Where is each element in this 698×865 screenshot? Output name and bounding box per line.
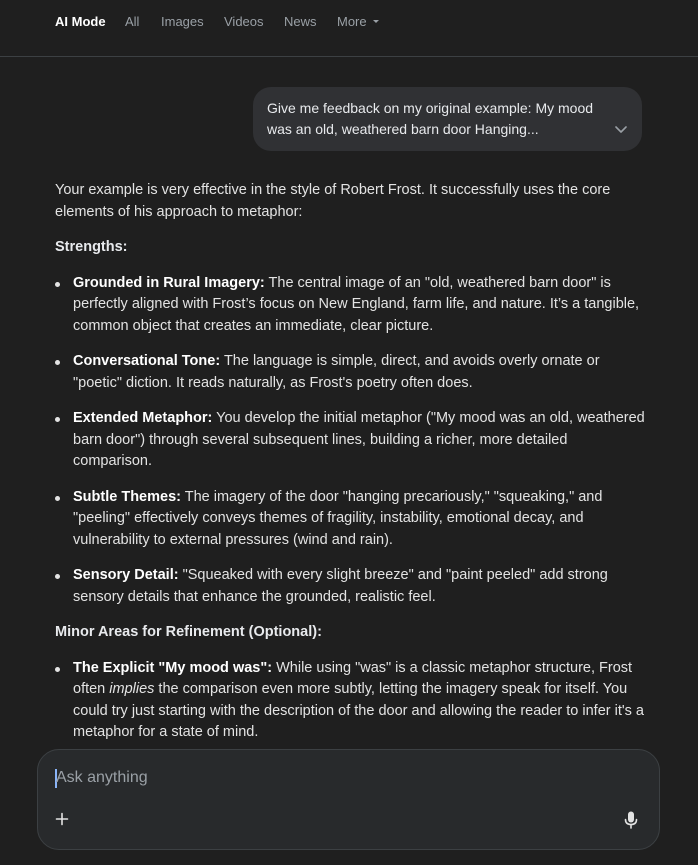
list-item-title: The Explicit "My mood was": (73, 659, 273, 676)
tab-images[interactable]: Images (161, 14, 204, 29)
list-item-title: Grounded in Rural Imagery: (73, 274, 265, 291)
microphone-icon[interactable] (624, 811, 638, 829)
tab-videos[interactable]: Videos (224, 14, 264, 29)
tab-ai-mode[interactable]: AI Mode (55, 14, 106, 29)
caret-down-icon (373, 20, 379, 23)
refinement-list (55, 658, 645, 744)
chevron-down-icon[interactable] (614, 125, 628, 135)
list-item-body: "Squeaked with every slight breeze" and "paint peeled" add strong sensory details that enhance the grounded, realistic feel. (73, 567, 608, 605)
tab-more-label: More (337, 14, 367, 29)
top-nav (0, 0, 698, 57)
list-item-title: Subtle Themes: (73, 488, 181, 505)
user-query-bubble[interactable] (253, 87, 642, 151)
list-item-body: The language is simple, direct, and avoids overly ornate or "poetic" diction. It reads naturally, as Frost's poetry often does. (73, 353, 600, 391)
list-item-title: Conversational Tone: (73, 353, 221, 369)
list-item-body: The central image of an "old, weathered barn door" is perfectly aligned with Frost’s focus on New England, farm life, and nature. It’s a tangible, common object that creates an immediate, clear picture. (73, 274, 640, 334)
tab-all[interactable]: All (125, 14, 140, 29)
list-item-body: You develop the initial metaphor ("My mood was an old, weathered barn door") through several subsequent lines, building a richer, more detailed comparison. (73, 410, 645, 469)
list-item-body-cont: the comparison even more subtly, letting the imagery speak for itself. You could try just starting with the description of the door and allowing the reader to infer it's a metaphor for a state of mind. (73, 681, 644, 740)
emphasis-text: implies (109, 681, 155, 697)
list-item-body: The imagery of the door "hanging precariously," "squeaking," and "peeling" effectively conveys themes of fragility, instability, emotional decay, and vulnerability to external pressures (wind and rain). (73, 488, 603, 548)
list-item (55, 658, 645, 744)
strengths-heading: Strengths: (55, 239, 128, 255)
plus-icon[interactable] (55, 812, 69, 826)
user-query-text: Give me feedback on my original example: My mood was an old, weathered barn door Hanging... (267, 100, 594, 137)
answer-intro: Your example is very effective in the style of Robert Frost. It successfully uses the core elements of his approach to metaphor: (55, 182, 611, 220)
list-item (55, 273, 645, 338)
strengths-list (55, 273, 645, 609)
ask-input-placeholder[interactable]: Ask anything (56, 769, 148, 786)
list-item (55, 351, 645, 394)
list-item (55, 408, 645, 473)
list-item (55, 487, 645, 552)
list-item (55, 565, 645, 608)
tab-news[interactable]: News (284, 14, 317, 29)
ai-answer (55, 180, 645, 758)
refinement-heading: Minor Areas for Refinement (Optional): (55, 624, 322, 640)
list-item-title: Extended Metaphor: (73, 410, 213, 426)
tab-more[interactable] (337, 14, 379, 29)
list-item-body: While using "was" is a classic metaphor structure, Frost often (73, 659, 633, 697)
ask-input-box[interactable] (37, 749, 660, 850)
list-item-title: Sensory Detail: (73, 567, 179, 583)
